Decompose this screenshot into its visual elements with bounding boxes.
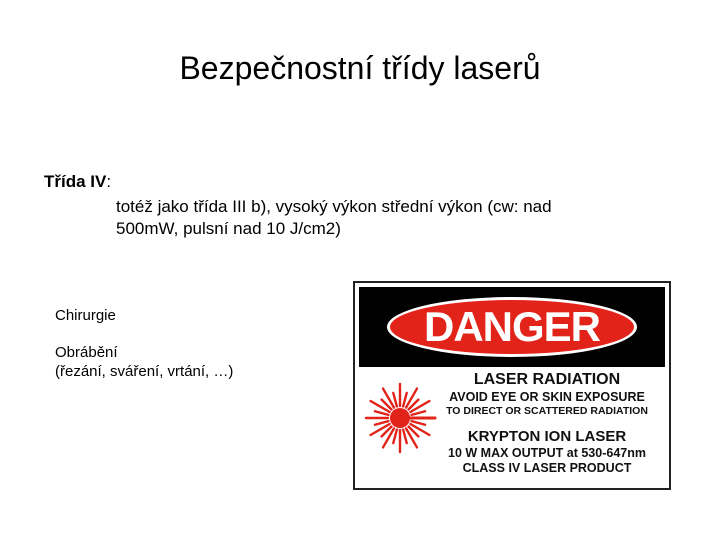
- danger-sign-body: [359, 367, 665, 484]
- use-item-surgery: Chirurgie: [55, 307, 116, 324]
- sign-line-avoid-exposure: AVOID EYE OR SKIN EXPOSURE: [449, 390, 645, 404]
- laser-class-label: Třída IV: [44, 172, 107, 191]
- use-item-machining-title: Obrábění: [55, 344, 118, 361]
- laser-class-block: [44, 171, 664, 240]
- sign-line-product-class: CLASS IV LASER PRODUCT: [462, 461, 632, 475]
- laser-class-description-line1: totéž jako třída III b), vysoký výkon střední výkon (cw: nad: [116, 197, 552, 216]
- laser-class-separator: :: [106, 172, 112, 191]
- sign-line-laser-type: KRYPTON ION LASER: [467, 428, 627, 445]
- sign-line-direct-radiation: TO DIRECT OR SCATTERED RADIATION: [446, 405, 648, 417]
- slide-title: Bezpečnostní třídy laserů: [179, 50, 541, 86]
- laser-class-description-line2: 500mW, pulsní nad 10 J/cm2): [116, 219, 341, 238]
- use-item-machining-detail: (řezání, sváření, vrtání, …): [55, 363, 234, 380]
- danger-signal-word: DANGER: [423, 303, 600, 350]
- danger-sign-text: [429, 371, 665, 476]
- laser-class-heading: [44, 171, 664, 193]
- danger-sign-header: [359, 287, 665, 367]
- sign-line-max-output: 10 W MAX OUTPUT at 530-647nm: [448, 446, 646, 460]
- danger-sign: [353, 281, 671, 490]
- uses-list: [55, 306, 345, 399]
- sign-line-laser-radiation: LASER RADIATION: [473, 371, 621, 388]
- laser-starburst-icon: [363, 381, 437, 455]
- laser-class-description: [116, 196, 664, 240]
- use-item-machining: [55, 343, 345, 381]
